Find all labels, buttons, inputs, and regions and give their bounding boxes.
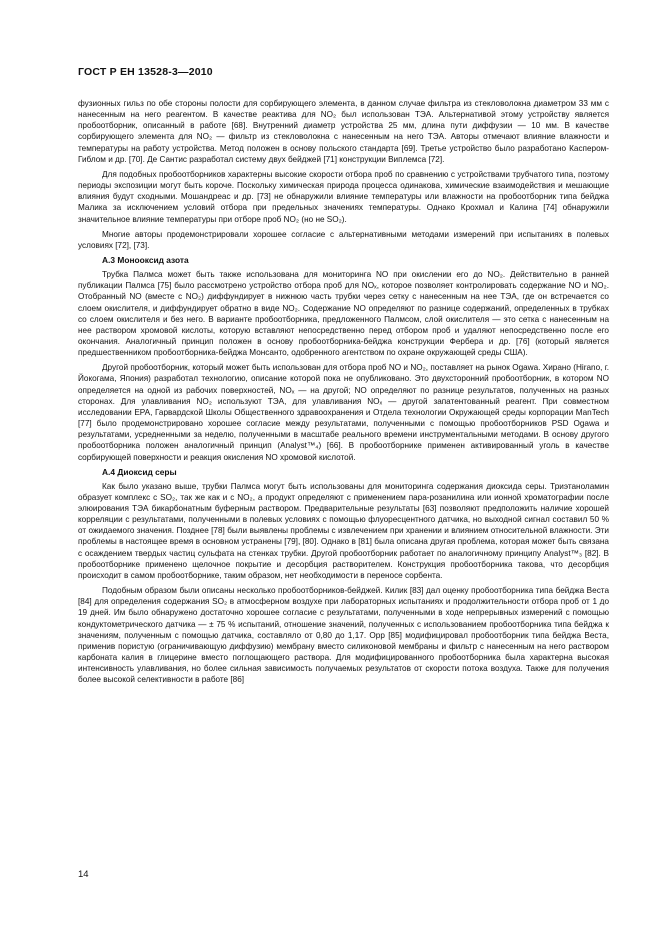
page-number: 14 xyxy=(78,869,89,880)
document-header: ГОСТ Р ЕН 13528-3—2010 xyxy=(78,66,213,78)
document-body xyxy=(78,98,609,686)
paragraph: Трубка Палмса может быть также использована для мониторинга NO при окислении его до NO₂. Действительно в ранней публикации Палмса [75] было рассмотрено устройство отбора проб для NOₓ, которое позволяет контролировать содержание NO и NO₂. Отобранный NO (вместе с NO₂) диффундирует в нижнюю часть трубки через сетку с нанесенным на нее ТЭА, где он встречается со слоем окислителя, и диффундирует обратно в виде NO₂. Содержание NO определяют по разнице содержаний, определенных в трубках со слоем окислителя и без него. В варианте пробоотборника, предложенного Палмсом, слой окислителя — это сетка с нанесенным на нее раствором хромовой кислоты, которую вставляют непосредственно перед отбором проб и удаляют непосредственно после его окончания. Аналогичный принцип положен в основу пробоотборника-бейджа конструкции Фербера и др. [76] (который является предшественником пробоотборника-бейджа Монсанто, одобренного агентством по охране окружающей среды США). xyxy=(78,270,609,358)
paragraph: Другой пробоотборник, который может быть использован для отбора проб NO и NO₂, поставляет на рынок Ogawa. Хирано (Hirano, г. Йокогама, Япония) разработал технологию, описание которой пока не опубликовано. Это двухсторонний пробоотборник, в котором NO определяется на одной из рабочих поверхностей, NOₓ — на другой; NO определяют по разнице результатов, полученных на разных сторонах. Для улавливания NO₂ используют ТЭА, для улавливания NOₓ — другой запатентованный реагент. При совместном исследовании EPA, Гарвардской Школы Общественного здравоохранения и Отдела технологии Окружающей среды корпорации ManTech [77] было продемонстрировано хорошее согласие между результатами, полученными с помощью пробоотборников PSD Ogawa и результатами, усредненными за неделю, полученными в масштабе реального времени инструментальными методами. В основу другого пробоотборника положен аналогичный принцип (Analyst™₄) [66]. В пробоотборнике применен активированный уголь в качестве сорбирующей поверхности и реакция окисления NO хромовой кислотой. xyxy=(78,363,609,462)
paragraph: фузионных гильз по обе стороны полости для сорбирующего элемента, в данном случае фильтра из стекловолокна диаметром 33 мм с нанесенным на него реагентом. В качестве реактива для NO₂ был использован ТЭА. Альтернативой этому устройству является пробоотборник, описанный в работе [68]. Внутренний диаметр устройства 25 мм, длина пути диффузии — 10 мм. В качестве сорбирующего элемента для NO₂ — фильтр из стекловолокна с нанесенным на него ТЭА. Авторы отмечают влияние влажности и температуры на работу устройства. Метод положен в основу польского стандарта [69]. Третье устройство было разработано Каспером-Гиблом и др. [70]. Де Сантис разработал систему двух бейджей [71] конструкции Виплемса [72]. xyxy=(78,99,609,164)
section-heading: А.4 Диоксид серы xyxy=(102,466,177,477)
paragraph: Для подобных пробоотборников характерны высокие скорости отбора проб по сравнению с устройствами трубчатого типа, поэтому периоды экспозиции могут быть короче. Поскольку химическая природа процесса одинакова, химические взаимодействия и мешающие влияния будут сходными. Мошандреас и др. [73] не обнаружили влияние температуры или влажности на пробоотборник типа бейджа Малика за исключением условий отбора при предельных значениях температуры. Однако Крохмал и Калина [74] обнаружили значительное влияние температуры при отборе проб NO₂ (но не SO₂). xyxy=(78,169,609,224)
section-heading: А.3 Монооксид азота xyxy=(102,255,189,266)
paragraph: Многие авторы продемонстрировали хорошее согласие с альтернативными методами измерений при испытаниях в полевых условиях [72], [73]. xyxy=(78,229,609,250)
paragraph: Как было указано выше, трубки Палмса могут быть использованы для мониторинга содержания диоксида серы. Триэтаноламин образует комплекс с SO₂, так же как и с NO₂, а продукт определяют с применением пара-розанилина или ионной хроматографии после элюирования ТЭА бикарбонатным буферным раствором. Предварительные результаты [63] позволяют предположить наличие хорошей корреляции с результатами, полученными в полевых условиях с помощью флуоресцентного датчика, но выходной сигнал составил 50 % от ожидаемого значения. Позднее [78] были выявлены проблемы с извлечением при хранении и влиянием относительной влажности. Эти проблемы в настоящее время в основном устранены [79], [80]. Однако в [81] была описана другая проблема, которая может быть связана с осаждением твердых частиц сульфата на стенках трубки. Другой пробоотборник работает по аналогичному принципу Analyst™₃ [82]. В пробоотборнике применено щелочное покрытие и десорбция растворителем. Конструкция пробоотборника такова, что десорбция происходит в самом пробоотборнике, таким образом, нет необходимости в переносе сорбента. xyxy=(78,481,609,580)
document-page xyxy=(78,66,609,690)
paragraph: Подобным образом были описаны несколько пробоотборников-бейджей. Килик [83] дал оценку пробоотборника типа бейджа Веста [84] для определения содержания SO₂ в атмосферном воздухе при лабораторных испытаниях и продолжительности отбора проб от 1 до 19 дней. Им было обнаружено достаточно хорошее согласие с результатами, полученными в ходе непрерывных измерений с помощью кондуктометрического датчика — ± 75 % испытаний, отношение значений, полученных с использованием пробоотборника типа бейджа к значениям, полученным с помощью датчика, составляло от 0,80 до 1,17. Орр [85] модифицировал пробоотборник типа бейджа Веста, применив пористую (ограничивающую диффузию) мембрану вместо силиконовой мембраны и фильтр с нанесенным на него раствором карбоната калия в глицерине вместо поглощающего раствора. Для модифицированного пробоотборника была характерна высокая интенсивность улавливания, но более сильная зависимость получаемых результатов от скорости потока воздуха. Также для получения более высокой селективности в работе [86] xyxy=(78,586,609,685)
